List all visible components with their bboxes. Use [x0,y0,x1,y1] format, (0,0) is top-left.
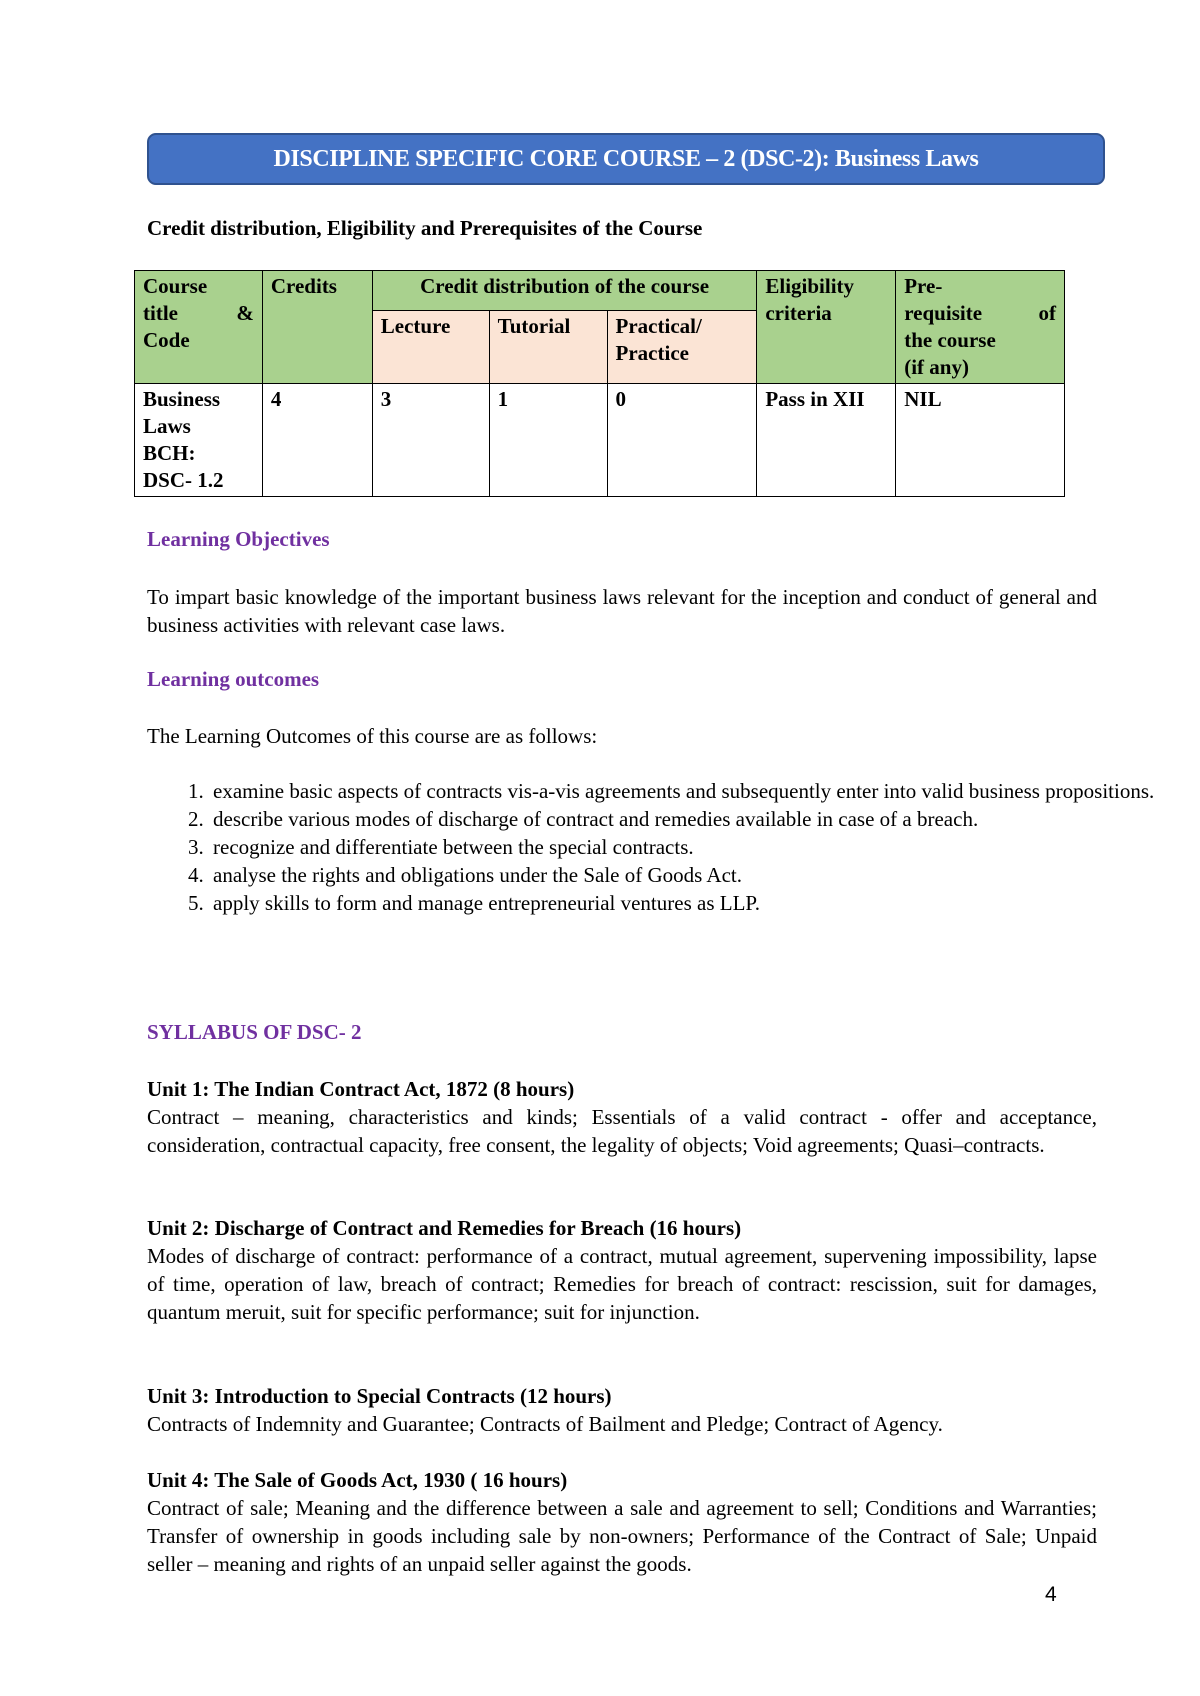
syllabus-unit-1 [147,1075,1097,1159]
learning-outcomes-intro: The Learning Outcomes of this course are as follows: [147,724,598,748]
header-prerequisite: Pre- requisite of the course (if any) [896,271,1065,384]
syllabus-unit-2 [147,1214,1097,1326]
unit-title: Unit 4: The Sale of Goods Act, 1930 ( 16 hours) [147,1468,568,1492]
unit-body: Contract of sale; Meaning and the difference between a sale and agreement to sell; Conditions and Warranties; Transfer of ownership in goods including sale by non-owners; Performance of the Contract of Sale; Unpaid seller – meaning and rights of an unpaid seller against the goods. [147,1496,1097,1576]
banner-title: DISCIPLINE SPECIFIC CORE COURSE – 2 (DSC-2): Business Laws [273,145,979,172]
syllabus-unit-3 [147,1382,1097,1438]
header-lecture: Lecture [372,310,489,383]
cell-eligibility: Pass in XII [757,384,896,497]
syllabus-unit-4 [147,1466,1097,1578]
cell-credits: 4 [262,384,372,497]
unit-body: Contract – meaning, characteristics and kinds; Essentials of a valid contract - offer and acceptance, consideration, contractual capacity, free consent, the legality of objects; Void agreements; Quasi–contracts. [147,1105,1097,1157]
cell-course-title: Business Laws BCH: DSC- 1.2 [135,384,263,497]
unit-title: Unit 3: Introduction to Special Contracts (12 hours) [147,1384,612,1408]
unit-body: Modes of discharge of contract: performance of a contract, mutual agreement, supervening impossibility, lapse of time, operation of law, breach of contract; Remedies for breach of contract: rescission, suit for damages, quantum meruit, suit for specific performance; suit for injunction. [147,1244,1097,1324]
list-item: 2. describe various modes of discharge of contract and remedies available in case of a breach. [209,805,1159,833]
unit-title: Unit 2: Discharge of Contract and Remedies for Breach (16 hours) [147,1216,742,1240]
header-credit-distribution: Credit distribution of the course [372,271,757,311]
credit-distribution-heading: Credit distribution, Eligibility and Prerequisites of the Course [147,216,703,240]
learning-outcomes-heading: Learning outcomes [147,667,320,691]
credit-distribution-table [134,270,1065,497]
learning-objectives-heading: Learning Objectives [147,527,330,551]
course-title-banner [147,133,1105,185]
header-tutorial: Tutorial [489,310,607,383]
header-course-title-code: Course title & Code [135,271,263,384]
cell-prerequisite: NIL [896,384,1065,497]
list-item: 5. apply skills to form and manage entrepreneurial ventures as LLP. [209,889,1159,917]
learning-objectives-text: To impart basic knowledge of the important business laws relevant for the inception and conduct of general and business activities with relevant case laws. [147,585,1097,637]
list-item: 1. examine basic aspects of contracts vis-a-vis agreements and subsequently enter into valid business propositions. [209,777,1159,805]
list-item: 4. analyse the rights and obligations under the Sale of Goods Act. [209,861,1159,889]
table-row [135,384,1065,497]
header-credits: Credits [262,271,372,384]
learning-outcomes-list [147,777,1159,917]
header-eligibility: Eligibility criteria [757,271,896,384]
list-item: 3. recognize and differentiate between the special contracts. [209,833,1159,861]
table-header-row [135,271,1065,311]
cell-practical: 0 [607,384,757,497]
page-number: 4 [1045,1583,1057,1606]
cell-lecture: 3 [372,384,489,497]
unit-title: Unit 1: The Indian Contract Act, 1872 (8 hours) [147,1077,575,1101]
header-practical: Practical/ Practice [607,310,757,383]
syllabus-heading: SYLLABUS OF DSC- 2 [147,1020,362,1044]
unit-body: Contracts of Indemnity and Guarantee; Contracts of Bailment and Pledge; Contract of Agency. [147,1412,943,1436]
cell-tutorial: 1 [489,384,607,497]
